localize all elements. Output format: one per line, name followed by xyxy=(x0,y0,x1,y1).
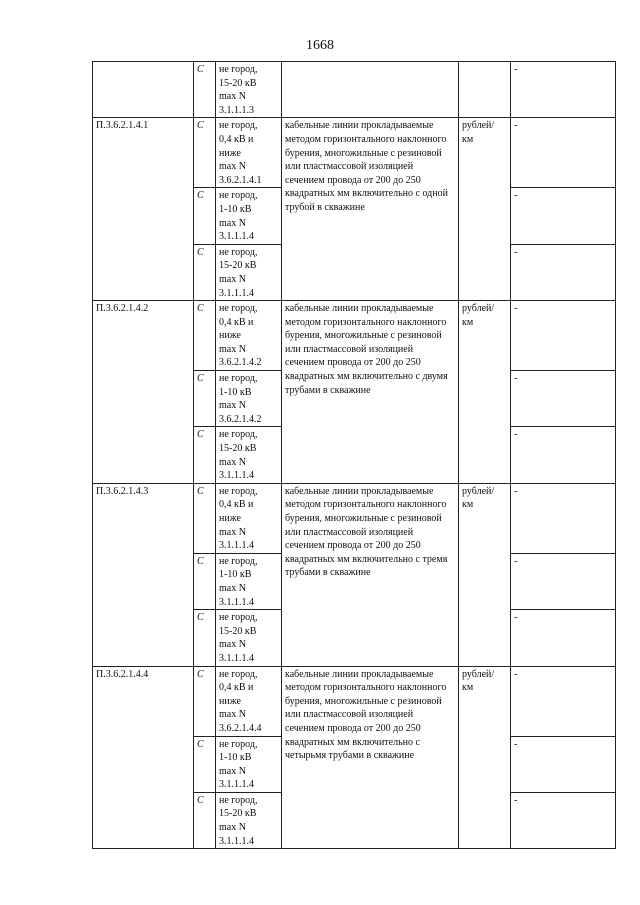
condition-cell: не город, 1-10 кВ max N 3.6.2.1.4.2 xyxy=(216,371,282,427)
condition-cell: не город, 1-10 кВ max N 3.1.1.1.4 xyxy=(216,553,282,609)
value-cell: - xyxy=(511,118,616,188)
code-cell: П.3.6.2.1.4.4 xyxy=(93,666,194,849)
value-cell: - xyxy=(511,483,616,553)
value-cell: - xyxy=(511,610,616,666)
condition-cell: не город, 1-10 кВ max N 3.1.1.1.4 xyxy=(216,188,282,244)
page-number: 1668 xyxy=(306,38,334,53)
unit-cell: рублей/ км xyxy=(459,483,511,666)
value-cell: - xyxy=(511,792,616,848)
table-row xyxy=(93,301,616,371)
condition-cell: не город, 1-10 кВ max N 3.1.1.1.4 xyxy=(216,736,282,792)
table-row xyxy=(93,666,616,736)
value-cell: - xyxy=(511,553,616,609)
value-cell: - xyxy=(511,301,616,371)
table-row xyxy=(93,118,616,188)
category-cell: С xyxy=(194,483,216,553)
category-cell: С xyxy=(194,610,216,666)
condition-cell: не город, 15-20 кВ max N 3.1.1.1.3 xyxy=(216,62,282,118)
code-cell: П.3.6.2.1.4.1 xyxy=(93,118,194,301)
value-cell: - xyxy=(511,666,616,736)
category-cell: С xyxy=(194,427,216,483)
description-cell: кабельные линии прокладываемые методом горизонтального наклонного бурения, многожильные с резиновой или пластмассовой изоляцией сечением провода от 200 до 250 квадратных мм включительно с одной трубой в скважине xyxy=(282,118,459,301)
code-cell xyxy=(93,62,194,118)
category-cell: С xyxy=(194,792,216,848)
tariff-table xyxy=(92,61,616,849)
table-row xyxy=(93,483,616,553)
value-cell: - xyxy=(511,244,616,300)
code-cell: П.3.6.2.1.4.3 xyxy=(93,483,194,666)
condition-cell: не город, 0,4 кВ и ниже max N 3.6.2.1.4.4 xyxy=(216,666,282,736)
category-cell: С xyxy=(194,62,216,118)
category-cell: С xyxy=(194,118,216,188)
unit-cell: рублей/ км xyxy=(459,666,511,849)
condition-cell: не город, 0,4 кВ и ниже max N 3.6.2.1.4.2 xyxy=(216,301,282,371)
value-cell: - xyxy=(511,62,616,118)
condition-cell: не город, 0,4 кВ и ниже max N 3.6.2.1.4.1 xyxy=(216,118,282,188)
value-cell: - xyxy=(511,736,616,792)
condition-cell: не город, 0,4 кВ и ниже max N 3.1.1.1.4 xyxy=(216,483,282,553)
category-cell: С xyxy=(194,553,216,609)
unit-cell: рублей/ км xyxy=(459,118,511,301)
unit-cell xyxy=(459,62,511,118)
description-cell: кабельные линии прокладываемые методом горизонтального наклонного бурения, многожильные с резиновой или пластмассовой изоляцией сечением провода от 200 до 250 квадратных мм включительно с тремя трубами в скважине xyxy=(282,483,459,666)
description-cell: кабельные линии прокладываемые методом горизонтального наклонного бурения, многожильные с резиновой или пластмассовой изоляцией сечением провода от 200 до 250 квадратных мм включительно с четырьмя трубами в скважине xyxy=(282,666,459,849)
value-cell: - xyxy=(511,427,616,483)
condition-cell: не город, 15-20 кВ max N 3.1.1.1.4 xyxy=(216,792,282,848)
description-cell xyxy=(282,62,459,118)
description-cell: кабельные линии прокладываемые методом горизонтального наклонного бурения, многожильные с резиновой или пластмассовой изоляцией сечением провода от 200 до 250 квадратных мм включительно с двумя трубами в скважине xyxy=(282,301,459,484)
condition-cell: не город, 15-20 кВ max N 3.1.1.1.4 xyxy=(216,427,282,483)
tariff-table-body xyxy=(93,62,616,849)
category-cell: С xyxy=(194,188,216,244)
value-cell: - xyxy=(511,371,616,427)
condition-cell: не город, 15-20 кВ max N 3.1.1.1.4 xyxy=(216,610,282,666)
unit-cell: рублей/ км xyxy=(459,301,511,484)
value-cell: - xyxy=(511,188,616,244)
category-cell: С xyxy=(194,244,216,300)
category-cell: С xyxy=(194,301,216,371)
condition-cell: не город, 15-20 кВ max N 3.1.1.1.4 xyxy=(216,244,282,300)
table-row xyxy=(93,62,616,118)
category-cell: С xyxy=(194,736,216,792)
code-cell: П.3.6.2.1.4.2 xyxy=(93,301,194,484)
category-cell: С xyxy=(194,666,216,736)
category-cell: С xyxy=(194,371,216,427)
